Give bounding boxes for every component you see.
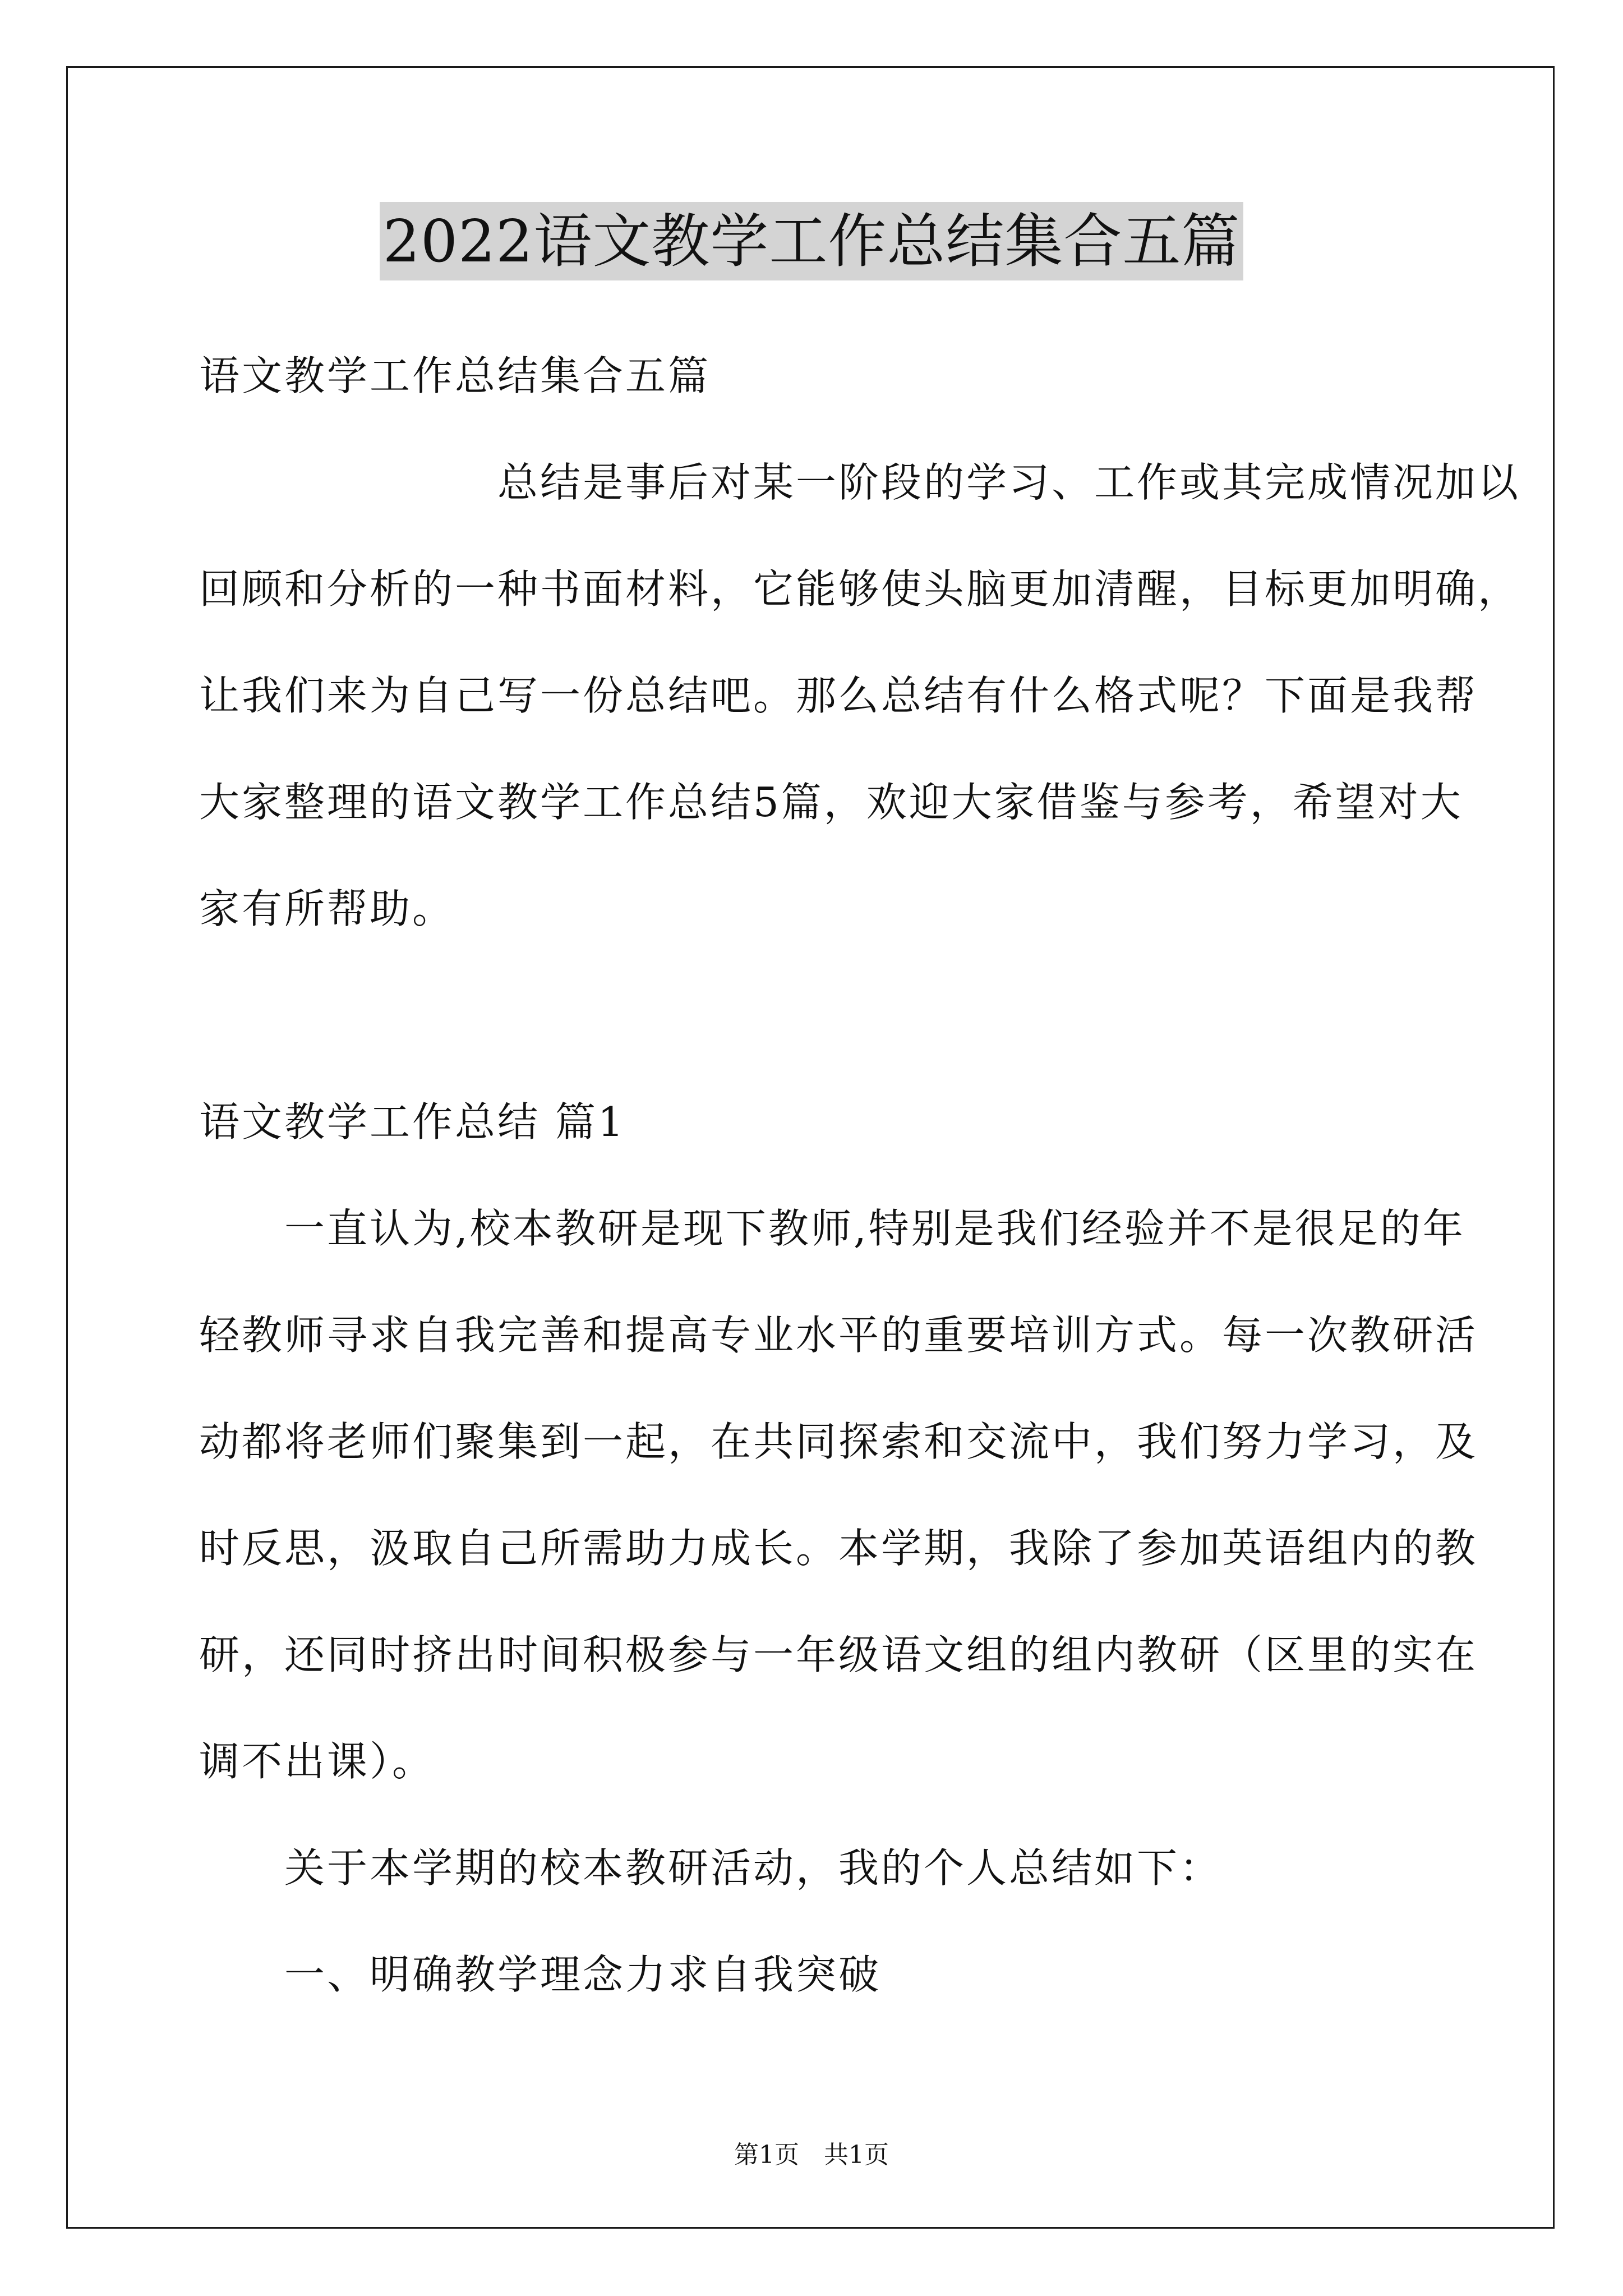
intro-line-4: 大家整理的语文教学工作总结5篇，欢迎大家借鉴与参考，希望对大: [199, 779, 1463, 826]
intro-line-5: 家有所帮助。: [199, 885, 455, 932]
body-line-5: 研，还同时挤出时间积极参与一年级语文组的组内教研（区里的实在: [199, 1631, 1478, 1678]
intro-line-2: 回顾和分析的一种书面材料，它能够使头脑更加清醒，目标更加明确，: [199, 565, 1521, 613]
document-title: 2022语文教学工作总结集合五篇: [380, 202, 1244, 280]
page-footer: 第1页 共1页: [734, 2141, 889, 2169]
body-line-4: 时反思，汲取自己所需助力成长。本学期，我除了参加英语组内的教: [199, 1525, 1478, 1572]
body-line-3: 动都将老师们聚集到一起，在共同探索和交流中，我们努力学习，及: [199, 1418, 1478, 1465]
body-line-8: 一、明确教学理念力求自我突破: [199, 1951, 882, 1998]
subtitle-line: 语文教学工作总结集合五篇: [199, 352, 711, 399]
body-line-6: 调不出课）。: [199, 1738, 435, 1785]
title-wrapper: [0, 202, 1623, 280]
body-line-7: 关于本学期的校本教研活动，我的个人总结如下：: [199, 1844, 1223, 1892]
section-heading: 语文教学工作总结 篇1: [199, 1098, 626, 1145]
intro-line-3: 让我们来为自己写一份总结吧。那么总结有什么格式呢？下面是我帮: [199, 672, 1478, 719]
intro-line-1: 总结是事后对某一阶段的学习、工作或其完成情况加以: [199, 459, 1521, 506]
body-line-2: 轻教师寻求自我完善和提高专业水平的重要培训方式。每一次教研活: [199, 1312, 1478, 1359]
body-line-1: 一直认为,校本教研是现下教师,特别是我们经验并不是很足的年: [199, 1205, 1465, 1252]
